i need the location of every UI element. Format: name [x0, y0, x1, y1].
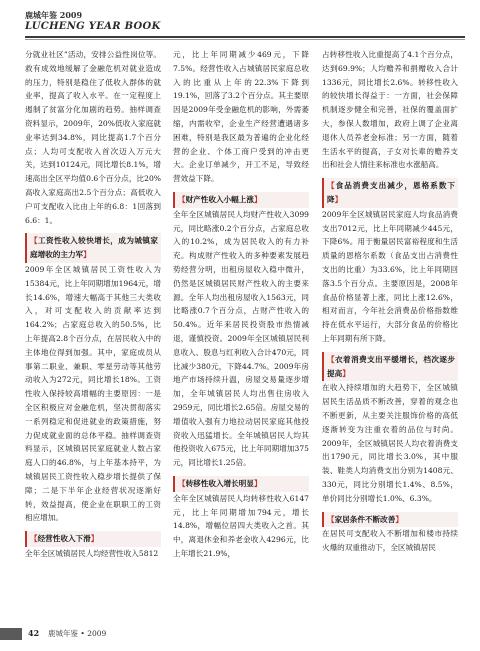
paragraph: 元，比上年同期减少469元，下降7.5%。经营性收入占城镇居民家庭总收入的比重从上年的22.3%下降到19.1%，回落了3.2个百分点。其主要原因是2009年受金融危机的影响，外需萎缩，内需收窄，企业生产经营遭遇诸多困难，特别是我区最为普遍的企业化经营的企业、个体工商户受到的冲击更大。企业订单减少，开工不足，导致经营效益下降。: [173, 50, 309, 184]
bracket-close: 】: [90, 534, 99, 544]
bracket-open: 【: [178, 194, 186, 204]
section-heading: [173, 476, 309, 492]
paragraph: 全年全区城镇居民人均转移性收入6147元，比上年同期增加794元，增长14.8%，增幅位居四大类收入之首。其中，离退休金和养老金收入4296元，比上年增长21.9%，: [173, 493, 309, 558]
section-heading: [25, 531, 161, 547]
section-heading: [322, 352, 458, 382]
bracket-open: 【: [30, 236, 39, 246]
footer-strip: [0, 628, 22, 640]
paragraph: 2009年全区城镇居民家庭人均食品消费支出7012元，比上年同期减少445元，下降6%。用于衡量居民富裕程度和生活质量的恩格尔系数（食品支出占消费性支出的比重）为33.6%，比上年同期回落3.5个百分点。主要原因是，2008年食品价格显著上涨，同比上涨12.6%，相对而言，今年社会消费品价格指数维持在低水平运行，大部分食品的价格比上年同期有所下降。: [322, 209, 458, 343]
section-title: 衣着消费支出平缓增长，档次逐步提高: [327, 354, 456, 378]
section-title: 经营性收入下滑: [37, 534, 91, 544]
paragraph: 占转移性收入比重提高了4.1个百分点，达到69.9%；人均赡养和捐赠收入合计1336元，同比增长2.6%。转移性收入的较快增长得益于：一方面，社会保障机制逐步健全和完善，社保的覆盖面扩大，参保人数增加，政府上调了企业离退休人员养老金标准；另一方面，随着生活水平的提高，子女对长辈的赡养支出和社会人情往来标准也水涨船高。: [322, 50, 458, 170]
bracket-close: 】: [83, 250, 91, 260]
bracket-close: 】: [342, 368, 350, 378]
yearbook-title-cn: 鹿城年鉴 2009: [25, 10, 83, 20]
column-left: [25, 48, 161, 618]
bracket-close: 】: [334, 194, 343, 204]
yearbook-title-en: LUCHENG YEAR BOOK: [25, 21, 161, 32]
paragraph: 全年全区城镇居民人均财产性收入3099元，同比略涨0.2个百分点，占家庭总收入的10.2%，成为居民收入的有力补充。构成财产性收入的多种要素发展趋势经营分明，出租房屋收入稳中微升，仍然是区城镇居民财产性收入的主要来源。全年人均出租房屋收入1563元，同比略涨0.7个百分点，占财产性收入的50.4%。近年来居民投资股市热情减退，谨慎投资。2009年全区城镇居民利息收入、股息与红利收入合计470元，同比减少380元，下降44.7%。2009年房地产市场持续升温，房屋交易量逐步增加，全年城镇居民人均出售住房收入2959元，同比增长2.65倍。房屋交易的增值收入强有力地拉动居民家庭其他投资收入迅猛增长。全年城镇居民人均其他投资收入675元，比上年同期增加375元，同比增长1.25倍。: [173, 209, 309, 468]
section-heading: [322, 178, 458, 208]
section-heading: [322, 512, 458, 528]
page-number: 42: [28, 628, 40, 638]
section-title: 食品消费支出减少，恩格系数下降: [327, 181, 456, 204]
header-rule: [25, 36, 465, 38]
bracket-close: 】: [253, 478, 262, 488]
section-title: 家居条件不断改善: [334, 514, 396, 524]
section-title: 财产性收入小幅上涨: [185, 194, 254, 204]
publication-name: 鹿城年鉴 • 2009: [48, 629, 107, 638]
bracket-open: 【: [327, 514, 335, 524]
section-heading: [25, 233, 161, 263]
paragraph: 2009年全区城镇居民工资性收入为15384元，比上年同期增加1964元，增长14.6%，增速大幅高于其他三大类收入，对可支配收入的贡献率达到164.2%；占家庭总收入的50.5%，比上年提高2.8个百分点，在居民收入中的主体地位得到加强。其中，家庭成员从事第二职业、兼职、零星劳动等其他劳动收入为272元，同比增长18%。工资性收入保持较高增幅的主要原因：一是全区积极应对金融危机，坚决贯彻落实一系列稳定和促进就业的政策措施，努力促成就业面的总体平稳。抽样调查资料显示，区城镇居民家庭就业人数占家庭人口的46.8%，与上年基本持平，为城镇居民工资性收入稳步增长提供了保障；二是下半年企业经营状况逐渐好转，效益提高，使企业在职职工的工资相应增加。: [25, 264, 161, 523]
bracket-open: 【: [327, 354, 336, 364]
section-title: 转移性收入增长明显: [185, 478, 254, 488]
bracket-close: 】: [395, 514, 403, 524]
bracket-close: 】: [253, 194, 262, 204]
paragraph: 在居民可支配收入不断增加和楼市持续火爆的双重推动下，全区城镇居民: [322, 529, 458, 553]
bracket-open: 【: [30, 534, 38, 544]
paragraph: 全年全区城镇居民人均经营性收入5812: [25, 548, 159, 558]
section-title: 工资性收入较快增长，成为城镇家庭增收的主力军: [30, 236, 159, 260]
page-footer: [0, 625, 480, 651]
paragraph: 在收入持续增加的大趋势下，全区城镇居民生活品质不断改善，穿着的观念也不断更新，从主要关注服饰价格的高低逐渐转变为注重衣着的品位与时尚。2009年，全区城镇居民人均衣着消费支出1790元，同比增长3.0%，其中服装、鞋类人均消费支出分别为1408元、330元，同比分别增长1.4%、8.5%，单价同比分别增长1.0%、6.3%。: [322, 383, 458, 503]
page-header: [25, 10, 465, 44]
bracket-open: 【: [178, 478, 186, 488]
header-rule-thin: [25, 39, 465, 40]
column-right: [322, 48, 458, 618]
column-middle: [173, 48, 309, 618]
section-heading: [173, 192, 309, 208]
bracket-open: 【: [327, 181, 336, 191]
paragraph: 分就业社区”活动，安排公益性岗位等。救有成效地缓解了金融危机对就业造成的压力，特别是稳住了低收入群体的就业率，提高了收入水平。在一定程度上遏制了贫富分化加剧的趋势。抽样调查资料显示，2009年，20%低收入家庭就业率达到34.8%，同比提高1.7个百分点；人均可支配收入首次迈入万元大关，达到10124元，同比增长8.1%，增速高出全区平均值0.6个百分点，比20%高收入家庭高出2.5个百分点；高低收入户可支配收入比由上年的6.8：1回落到6.6：1。: [25, 50, 161, 225]
